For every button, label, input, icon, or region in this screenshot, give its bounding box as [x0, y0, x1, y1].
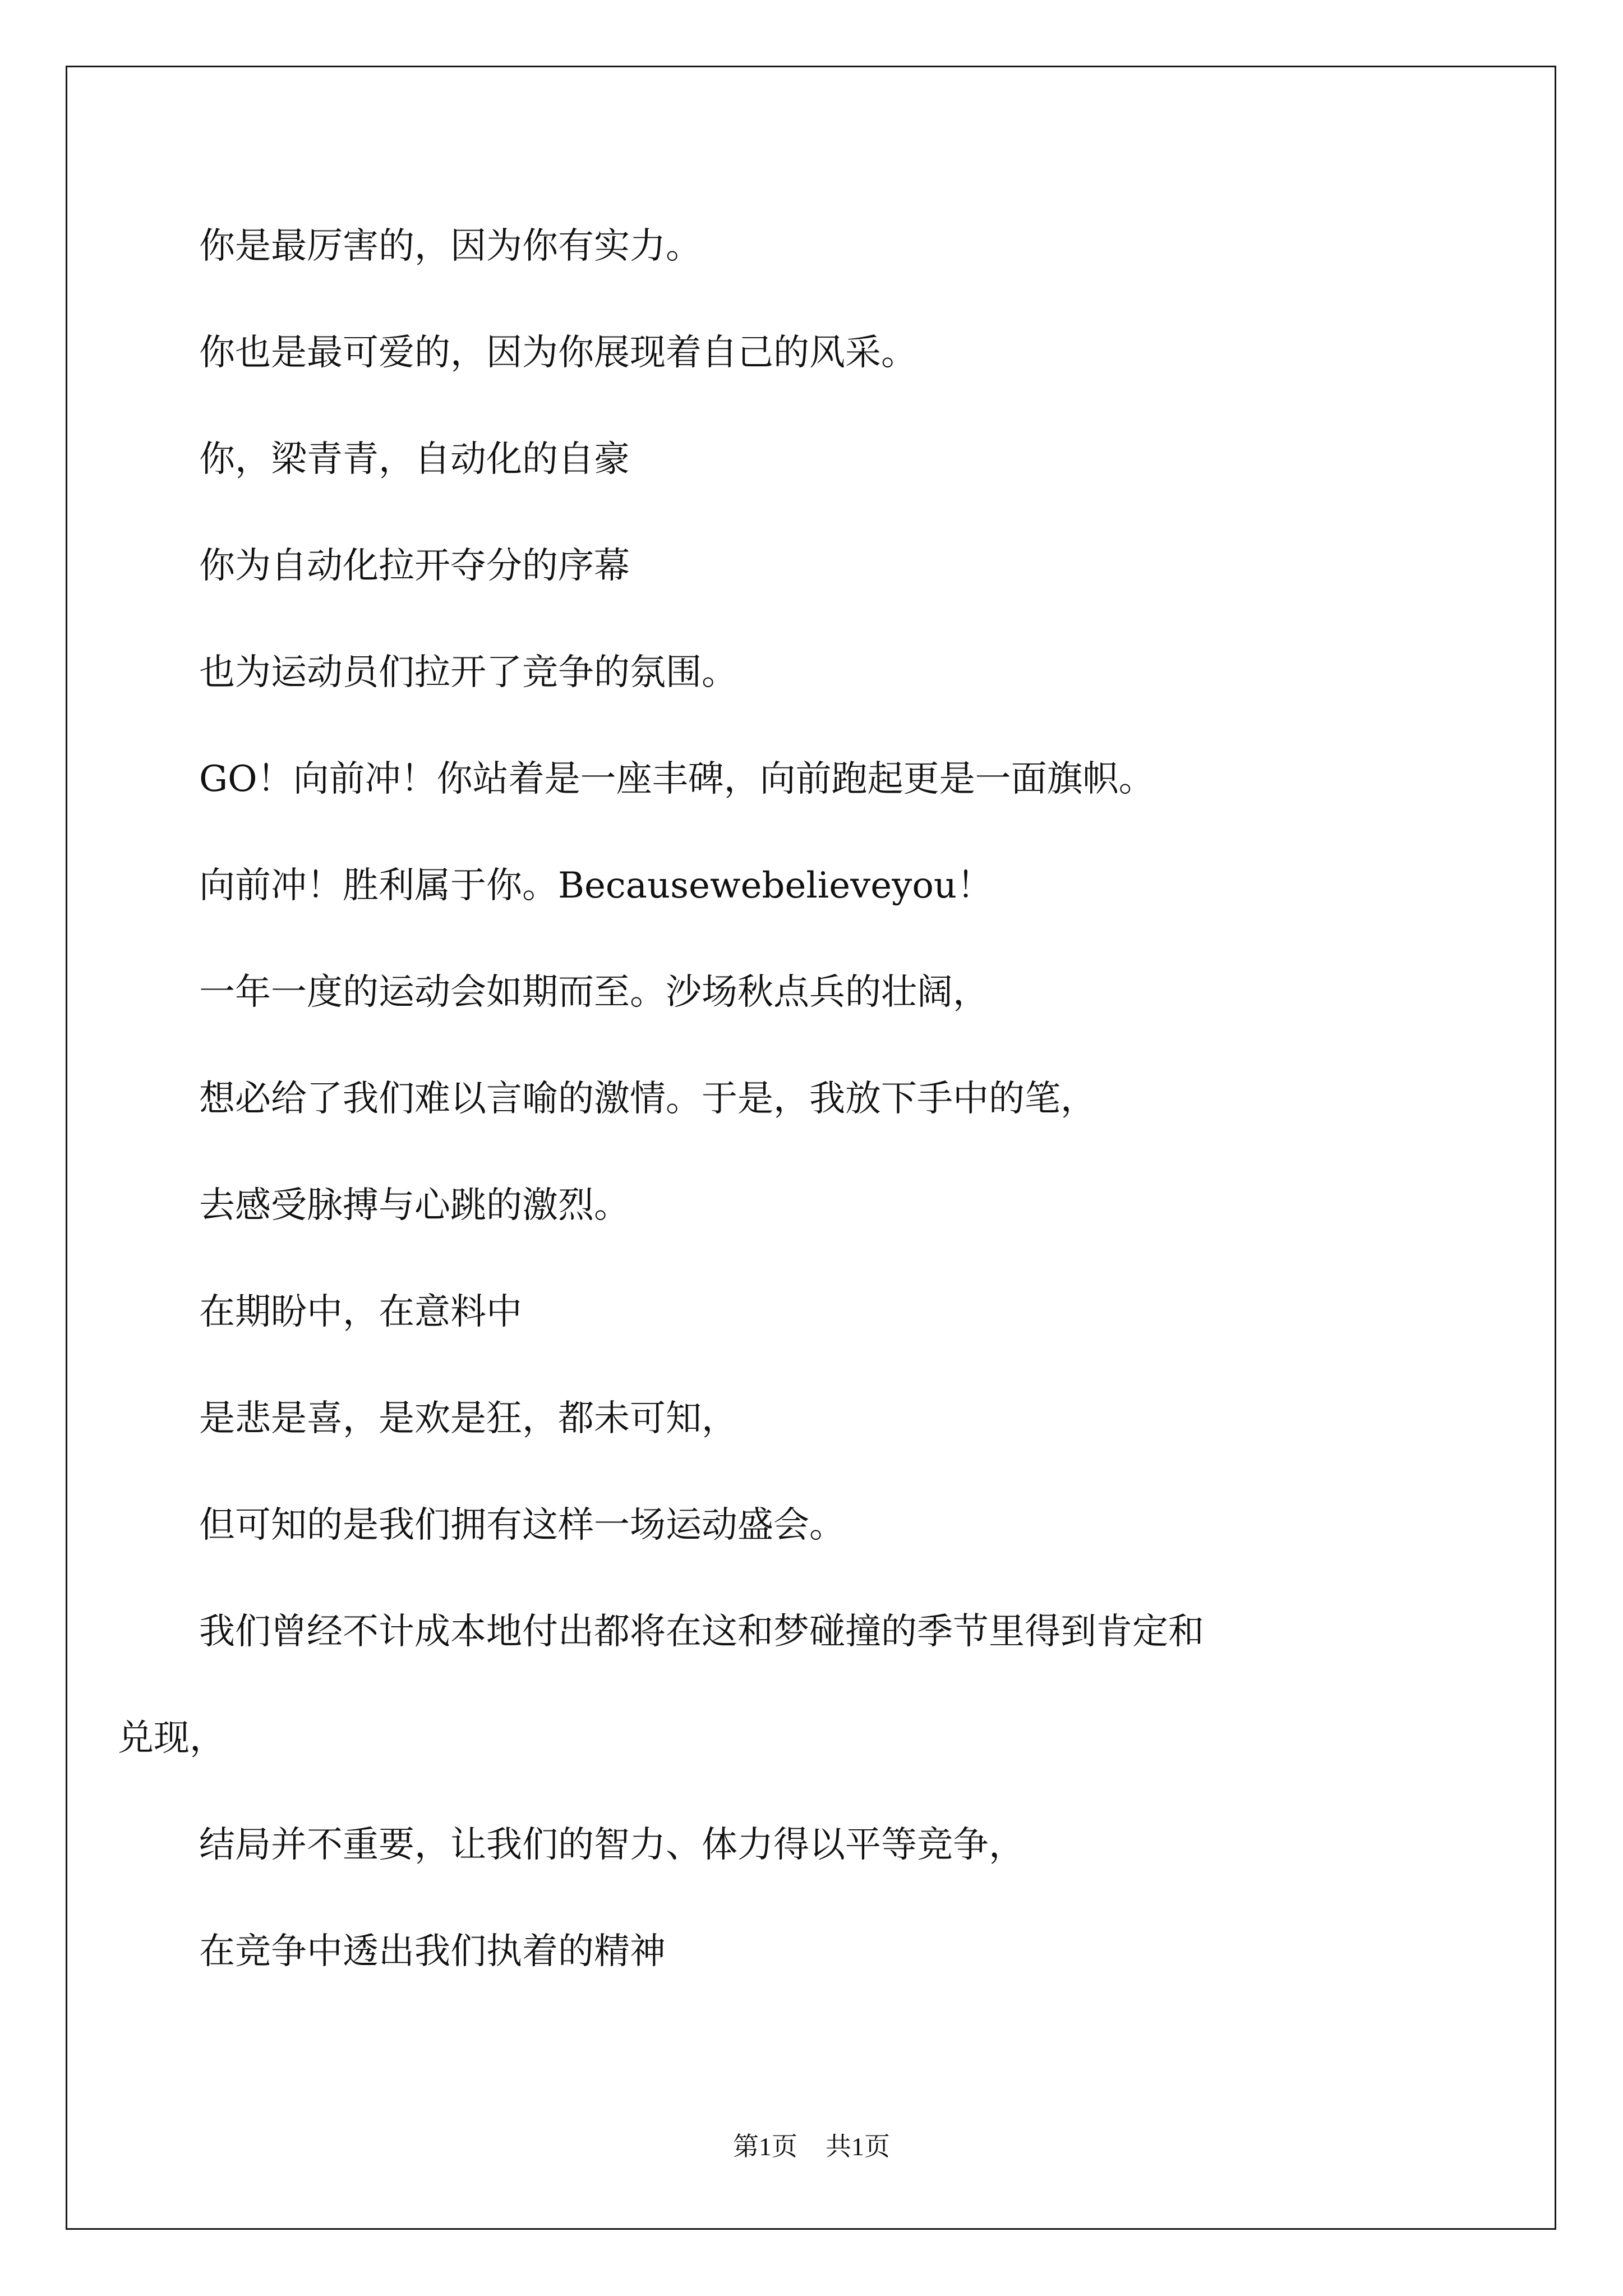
paragraph: 但可知的是我们拥有这样一场运动盛会。	[199, 1504, 845, 1546]
paragraph: 你也是最可爱的，因为你展现着自己的风采。	[199, 332, 917, 374]
paragraph: 想必给了我们难以言喻的激情。于是，我放下手中的笔，	[199, 1078, 1096, 1120]
paragraph: 你为自动化拉开夺分的序幕	[199, 545, 630, 587]
paragraph: 在期盼中，在意料中	[199, 1291, 522, 1333]
page-number-total: 共1页	[826, 2132, 890, 2161]
page-footer	[0, 2126, 1623, 2163]
paragraph: 也为运动员们拉开了竞争的氛围。	[199, 652, 737, 693]
paragraph: 向前冲！胜利属于你。Becausewebelieveyou！	[199, 865, 993, 907]
paragraph: 结局并不重要，让我们的智力、体力得以平等竞争，	[199, 1824, 1025, 1866]
paragraph: 你，梁青青，自动化的自豪	[199, 439, 630, 480]
page-number-current: 第1页	[733, 2132, 797, 2161]
paragraph: 我们曾经不计成本地付出都将在这和梦碰撞的季节里得到肯定和	[199, 1611, 1204, 1653]
document-body	[118, 219, 1438, 2031]
paragraph: 去感受脉搏与心跳的激烈。	[199, 1185, 630, 1226]
paragraph: 在竞争中透出我们执着的精神	[199, 1931, 666, 1972]
paragraph: GO！向前冲！你站着是一座丰碑，向前跑起更是一面旗帜。	[199, 758, 1155, 800]
paragraph: 是悲是喜，是欢是狂，都未可知，	[199, 1398, 737, 1439]
paragraph: 一年一度的运动会如期而至。沙场秋点兵的壮阔，	[199, 972, 989, 1013]
paragraph: 你是最厉害的，因为你有实力。	[199, 226, 702, 267]
paragraph-continuation: 兑现，	[118, 1718, 225, 1759]
